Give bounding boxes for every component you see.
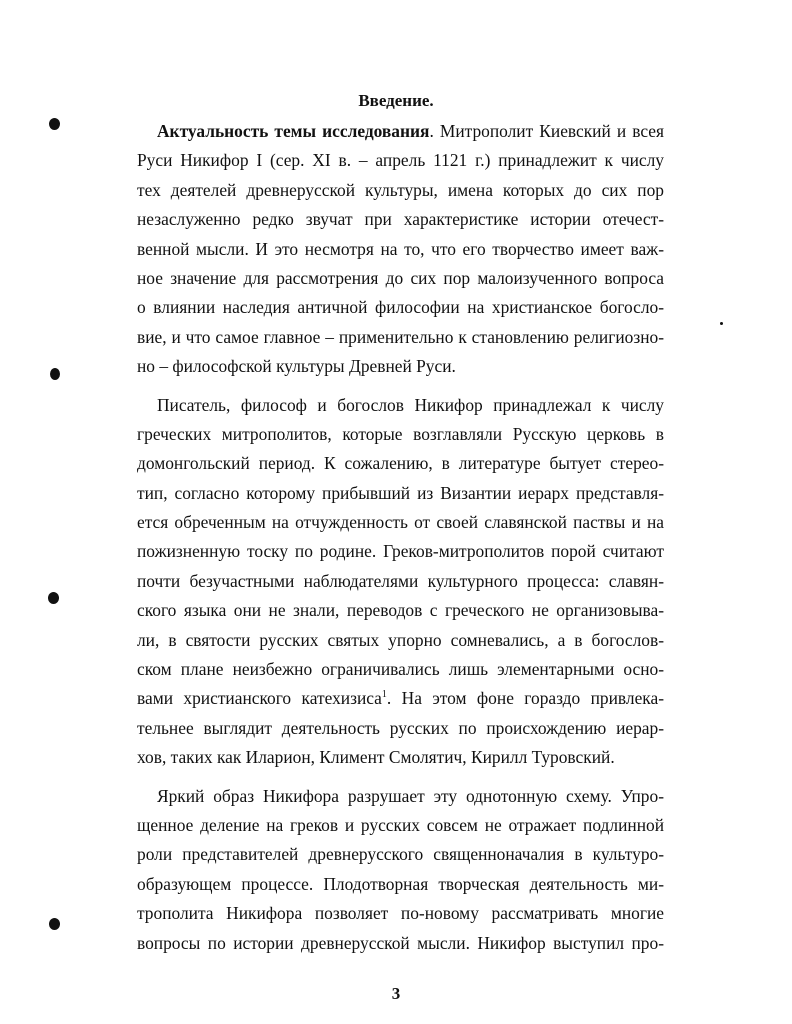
section-heading: Введение. <box>358 91 434 110</box>
binding-hole-mark <box>50 368 60 380</box>
text-line: домонгольский период. К сожалению, в литературе бытует стерео- <box>137 453 664 474</box>
text-line: о влиянии наследия античной философии на христианское богосло- <box>137 297 664 318</box>
binding-hole-mark <box>48 592 59 604</box>
text-line: но – философской культуры Древней Руси. <box>137 356 456 377</box>
scan-speck <box>720 322 723 325</box>
text-line: тех деятелей древнерусской культуры, имена которых до сих пор <box>137 179 664 200</box>
text-line: греческих митрополитов, которые возглавляли Русскую церковь в <box>137 423 664 444</box>
text-line: тип, согласно которому прибывший из Византии иерарх представля- <box>137 482 664 503</box>
paragraph-1 <box>137 117 664 382</box>
footnote-marker: 1 <box>381 689 387 701</box>
text-line: венной мысли. И это несмотря на то, что его творчество имеет важ- <box>137 238 664 259</box>
text-line: Актуальность темы исследования. Митрополит Киевский и всея <box>157 121 665 141</box>
text-line: вопросы по истории древнерусской мысли. Никифор выступил про- <box>137 932 664 953</box>
text-line: пожизненную тоску по родине. Греков-митрополитов порой считают <box>137 541 664 562</box>
text-line: Руси Никифор I (сер. XI в. – апрель 1121 г.) принадлежит к числу <box>137 150 664 171</box>
text-line: образующем процессе. Плодотворная творческая деятельность ми- <box>137 873 664 894</box>
paragraph-3 <box>137 782 664 958</box>
paragraph-2 <box>137 391 664 773</box>
text-line: хов, таких как Иларион, Климент Смолятич, Кирилл Туровский. <box>137 747 615 768</box>
text-line: незаслуженно редко звучат при характеристике истории отечест- <box>137 209 664 230</box>
text-line: почти безучастными наблюдателями культурного процесса: славян- <box>137 570 664 591</box>
text-line: ли, в святости русских святых упорно сомневались, а в богослов- <box>137 629 664 650</box>
text-line: тельнее выглядит деятельность русских по происхождению иерар- <box>137 717 664 738</box>
text-line: щенное деление на греков и русских совсем не отражает подлинной <box>137 814 664 835</box>
text-line: ском плане неизбежно ограничивались лишь элементарными осно- <box>137 659 664 680</box>
lead-phrase: Актуальность темы исследования <box>157 121 430 141</box>
page-number: 3 <box>391 984 401 1003</box>
text-line: ется обреченным на отчужденность от своей славянской паствы и на <box>137 512 664 533</box>
binding-hole-mark <box>49 118 60 130</box>
binding-hole-mark <box>49 918 60 930</box>
text-line: вие, и что самое главное – применительно к становлению религиозно- <box>137 326 664 347</box>
body-text <box>137 117 664 958</box>
text-line: трополита Никифора позволяет по-новому рассматривать многие <box>137 903 664 924</box>
text-line: Яркий образ Никифора разрушает эту однотонную схему. Упро- <box>157 785 664 806</box>
text-line: роли представителей древнерусского священноначалия в культуро- <box>137 844 664 865</box>
text-line: вами христианского катехизиса$^1$. На этом фоне гораздо привлека- <box>137 688 664 709</box>
text-line: ского языка они не знали, переводов с греческого не организовыва- <box>137 600 664 621</box>
text-line: Писатель, философ и богослов Никифор принадлежал к числу <box>157 394 664 415</box>
text-line: ное значение для рассмотрения до сих пор малоизученного вопроса <box>137 267 664 288</box>
